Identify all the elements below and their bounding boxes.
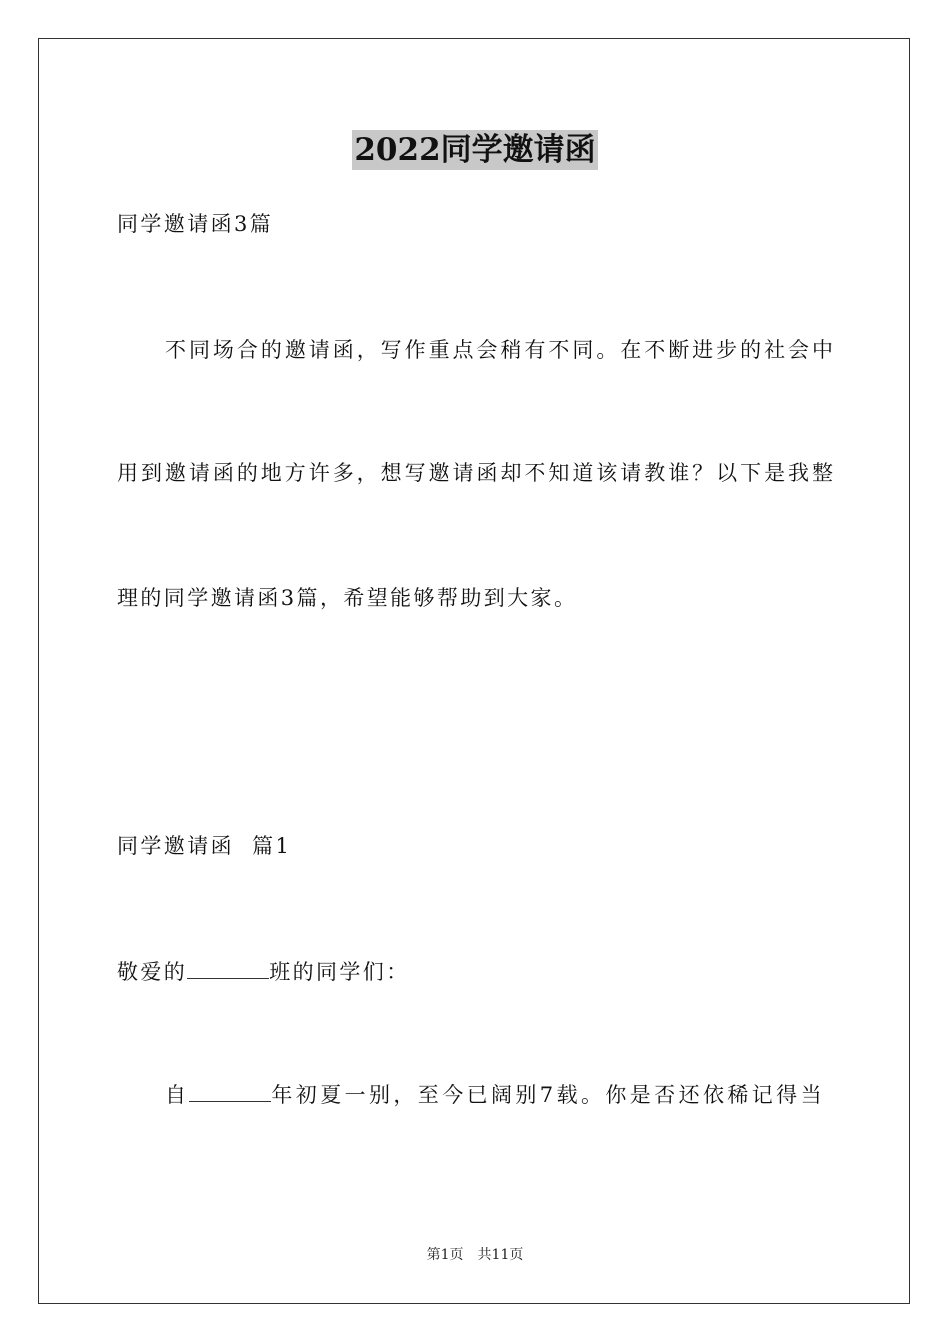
section-heading: 同学邀请函 篇1 [117, 834, 292, 858]
body-prefix: 自 [165, 1083, 190, 1107]
greeting-line [117, 957, 833, 987]
page-number: 第1页 [426, 1247, 464, 1263]
document-title: 2022同学邀请函 [354, 132, 596, 168]
page-total: 共11页 [477, 1247, 524, 1263]
document-subtitle: 同学邀请函3篇 [117, 212, 274, 236]
intro-line-3: 理的同学邀请函3篇，希望能够帮助到大家。 [117, 586, 578, 610]
page-footer [0, 1245, 950, 1265]
intro-line-1: 不同场合的邀请函，写作重点会稍有不同。在不断进步的社会中 [165, 338, 833, 362]
title-container [0, 130, 950, 170]
body-suffix: 年初夏一别，至今已阔别7载。你是否还依稀记得当 [271, 1083, 825, 1107]
intro-line-2: 用到邀请函的地方许多，想写邀请函却不知道该请教谁？以下是我整 [117, 461, 833, 485]
body-line-1 [165, 1080, 833, 1110]
body-blank [189, 1081, 271, 1102]
greeting-suffix: 班的同学们： [269, 960, 410, 984]
greeting-blank [187, 958, 269, 979]
greeting-prefix: 敬爱的 [117, 960, 188, 984]
